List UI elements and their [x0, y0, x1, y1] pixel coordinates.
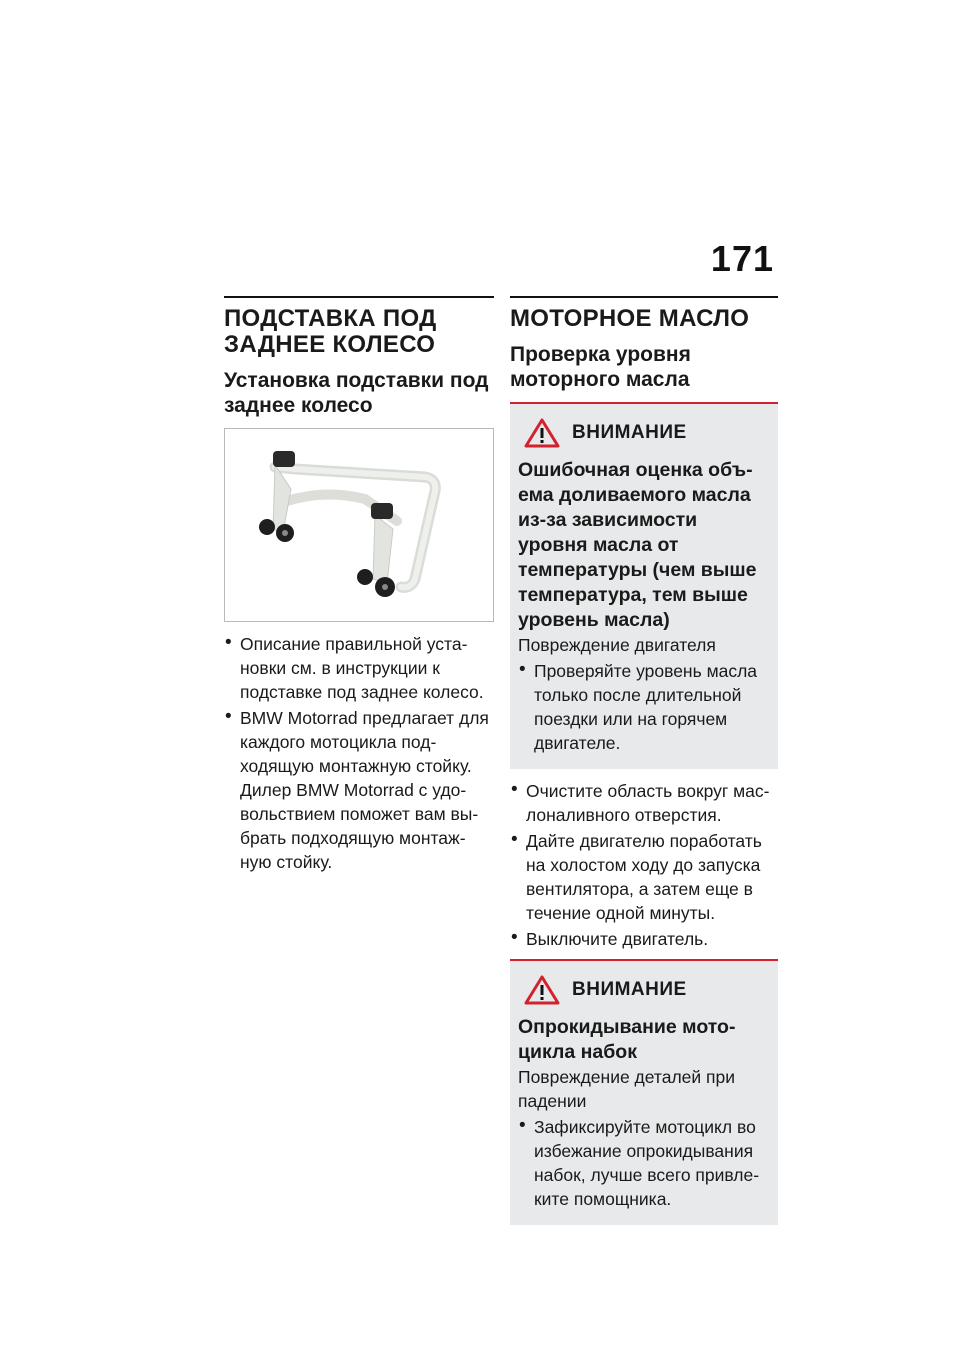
list-item: • Выключите двигатель. — [510, 927, 778, 951]
section-rule — [224, 296, 494, 298]
warning-triangle-icon — [524, 975, 560, 1005]
subsection-title: Установка подставки под заднее колесо — [224, 369, 489, 417]
list-item: • BMW Motorrad предлагает для каждого мотоцикла под-ходящую монтажную стойку. Дилер BMW Motorrad с удо-вольствием поможет вам вы-брать подходящую монтаж-ную стойку. — [224, 706, 494, 874]
page-number: 171 — [710, 238, 774, 279]
warning-hazard: Ошибочная оценка объ-ема доливаемого масла из-за зависимости уровня масла от температуры (чем выше температура, тем выше уровень масла) — [518, 459, 757, 631]
warning-action: • Проверяйте уровень масла только после длительной поездки или на горячем двигателе. — [518, 659, 770, 755]
list-item: • Очистите область вокруг мас-лоналивного отверстия. — [510, 779, 778, 827]
warning-label: ВНИМАНИЕ — [572, 422, 687, 443]
section-title: МОТОРНОЕ МАСЛО — [510, 305, 750, 332]
oil-check-steps — [510, 779, 778, 951]
list-item: • Описание правильной уста-новки см. в инструкции к подставке под заднее колесо. — [224, 632, 494, 704]
warning-damage: Повреждение деталей при падении — [518, 1067, 736, 1111]
warning-box — [510, 402, 778, 769]
rear-stand-illustration — [224, 428, 494, 622]
section-rule — [510, 296, 778, 298]
section-title: ПОДСТАВКА ПОД ЗАДНЕЕ КОЛЕСО — [224, 305, 437, 358]
subsection-title: Проверка уровня моторного масла — [510, 343, 691, 391]
stand-instructions-list — [224, 632, 494, 874]
warning-box — [510, 959, 778, 1225]
list-item: • Дайте двигателю поработать на холостом ходу до запуска вентилятора, а затем еще в течение одной минуты. — [510, 829, 778, 925]
warning-action: • Зафиксируйте мотоцикл во избежание опрокидывания набок, лучше всего привле-ките помощника. — [518, 1115, 770, 1211]
left-column — [224, 296, 494, 876]
warning-damage: Повреждение двигателя — [518, 635, 716, 655]
right-column — [510, 296, 778, 1235]
warning-hazard: Опрокидывание мото-цикла набок — [518, 1016, 736, 1063]
warning-triangle-icon — [524, 418, 560, 448]
warning-label: ВНИМАНИЕ — [572, 979, 687, 1000]
